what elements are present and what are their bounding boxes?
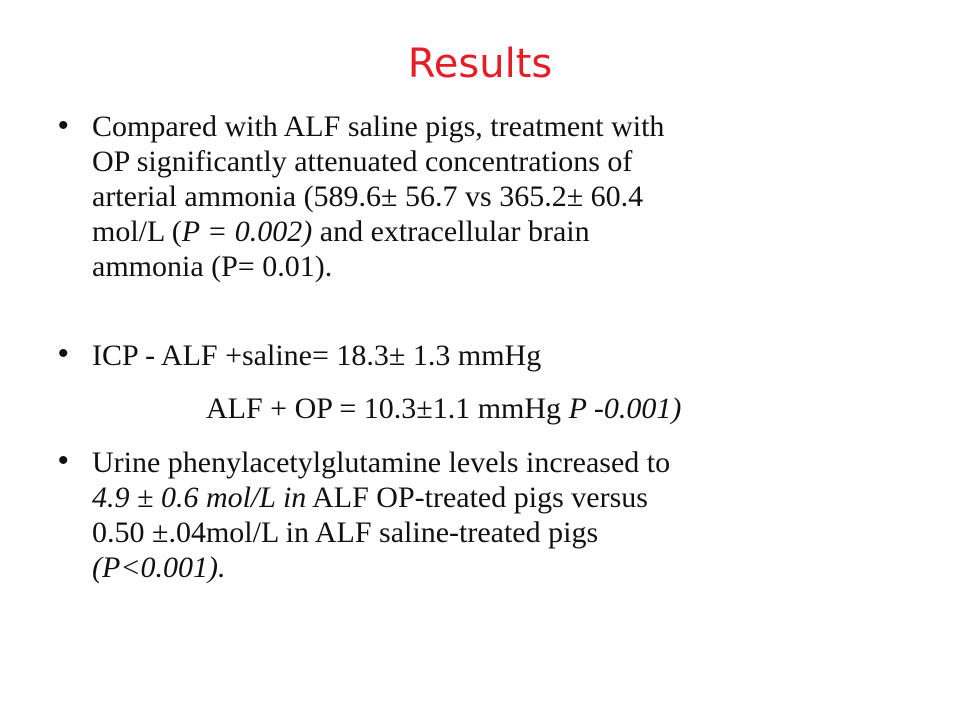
p-value-italic: P -0.001) xyxy=(568,392,682,425)
bullet-item-urine xyxy=(92,445,892,585)
bullet-text-line xyxy=(206,391,960,426)
bullet-text-line: ammonia (P= 0.01). xyxy=(92,250,333,283)
text-segment: and extracellular brain xyxy=(312,215,590,248)
bullet-item-icp-continuation xyxy=(206,391,960,426)
bullet-text-line: 0.50 ±.04mol/L in ALF saline-treated pigs xyxy=(92,516,599,549)
bullet-text-line: OP significantly attenuated concentrations of xyxy=(92,145,633,178)
bullet-text-line: Compared with ALF saline pigs, treatment with xyxy=(92,110,665,143)
text-segment: mol/L ( xyxy=(92,215,182,248)
text-segment: ALF OP-treated pigs versus xyxy=(306,481,648,514)
bullet-text-line xyxy=(92,214,892,249)
bullet-marker: • xyxy=(58,337,69,370)
bullet-text-line: Urine phenylacetylglutamine levels increased to xyxy=(92,446,671,479)
bullet-text-line: arterial ammonia (589.6± 56.7 vs 365.2± 60.4 xyxy=(92,180,644,213)
bullet-marker: • xyxy=(58,444,69,477)
bullet-text-line xyxy=(92,550,892,585)
bullet-text-line: ICP - ALF +saline= 18.3± 1.3 mmHg xyxy=(92,339,542,372)
bullet-item-icp xyxy=(92,338,892,373)
p-value-italic: (P<0.001). xyxy=(92,551,226,584)
bullet-item-ammonia xyxy=(92,109,892,284)
italic-segment: 4.9 ± 0.6 mol/L in xyxy=(92,481,307,514)
slide-title: Results xyxy=(407,41,553,87)
text-segment: ALF + OP = 10.3±1.1 mmHg xyxy=(206,392,569,425)
bullet-text-line xyxy=(92,480,892,515)
bullet-marker: • xyxy=(58,109,69,142)
p-value-italic: P = 0.002) xyxy=(181,215,313,248)
